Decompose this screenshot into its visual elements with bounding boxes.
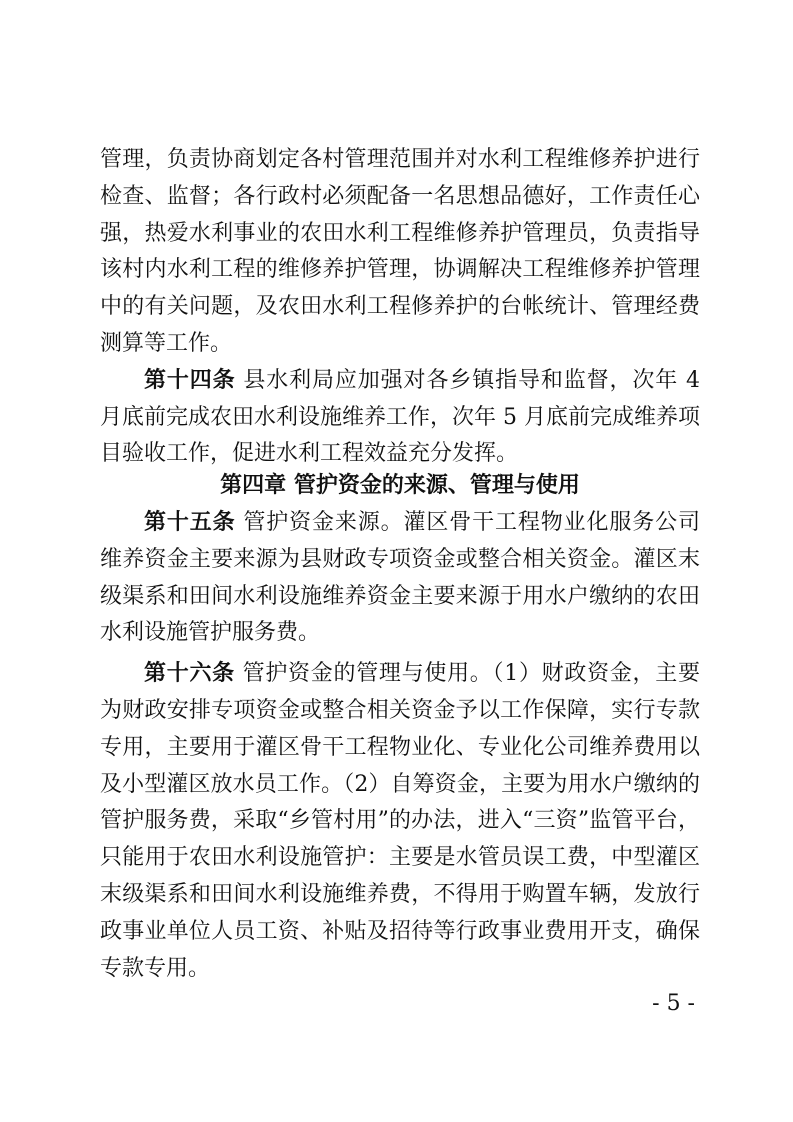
article-15-paragraph [100,505,700,652]
chapter-4-body [100,505,700,987]
article-16-label: 第十六条 [144,661,235,687]
article-15-label: 第十五条 [144,510,236,535]
paragraph-continuation: 管理，负责协商划定各村管理范围并对水利工程维修养护进行检查、监督；各行政村必须配备一名思想品德好，工作责任心强，热爱水利事业的农田水利工程维修养护管理员，负责指导该村内水利工程的维修养护管理，协调解决工程维修养护管理中的有关问题，及农田水利工程修养护的台帐统计、管理经费测算等工作。 [100,147,700,356]
article-14-label: 第十四条 [144,367,236,393]
article-15-text: 管护资金来源。灌区骨干工程物业化服务公司维养资金主要来源为县财政专项资金或整合相关资金。灌区末级渠系和田间水利设施维养资金主要来源于用水户缴纳的农田水利设施管护服务费。 [100,510,700,646]
page-number: - 5 - [652,991,695,1016]
article-16-paragraph [100,656,700,987]
chapter-4-title: 第四章 管护资金的来源、管理与使用 [220,473,580,498]
body-text-block [100,142,700,473]
article-14-text: 县水利局应加强对各乡镇指导和监督，次年 4 月底前完成农田水利设施维养工作，次年 5 月底前完成维养项目验收工作，促进水利工程效益充分发挥。 [100,367,700,467]
article-14-paragraph [100,363,700,473]
article-16-spacer [235,661,243,686]
article-16-text: 管护资金的管理与使用。（1）财政资金，主要为财政安排专项资金或整合相关资金予以工作保障，实行专款专用，主要用于灌区骨干工程物业化、专业化公司维养费用以及小型灌区放水员工作。（2）自筹资金，主要为用水户缴纳的管护服务费，采取“乡管村用”的办法，进入“三资”监管平台，只能用于农田水利设施管护：主要是水管员误工费，中型灌区末级渠系和田间水利设施维养费，不得用于购置车辆，发放行政事业单位人员工资、补贴及招待等行政事业费用开支，确保专款专用。 [100,661,700,981]
